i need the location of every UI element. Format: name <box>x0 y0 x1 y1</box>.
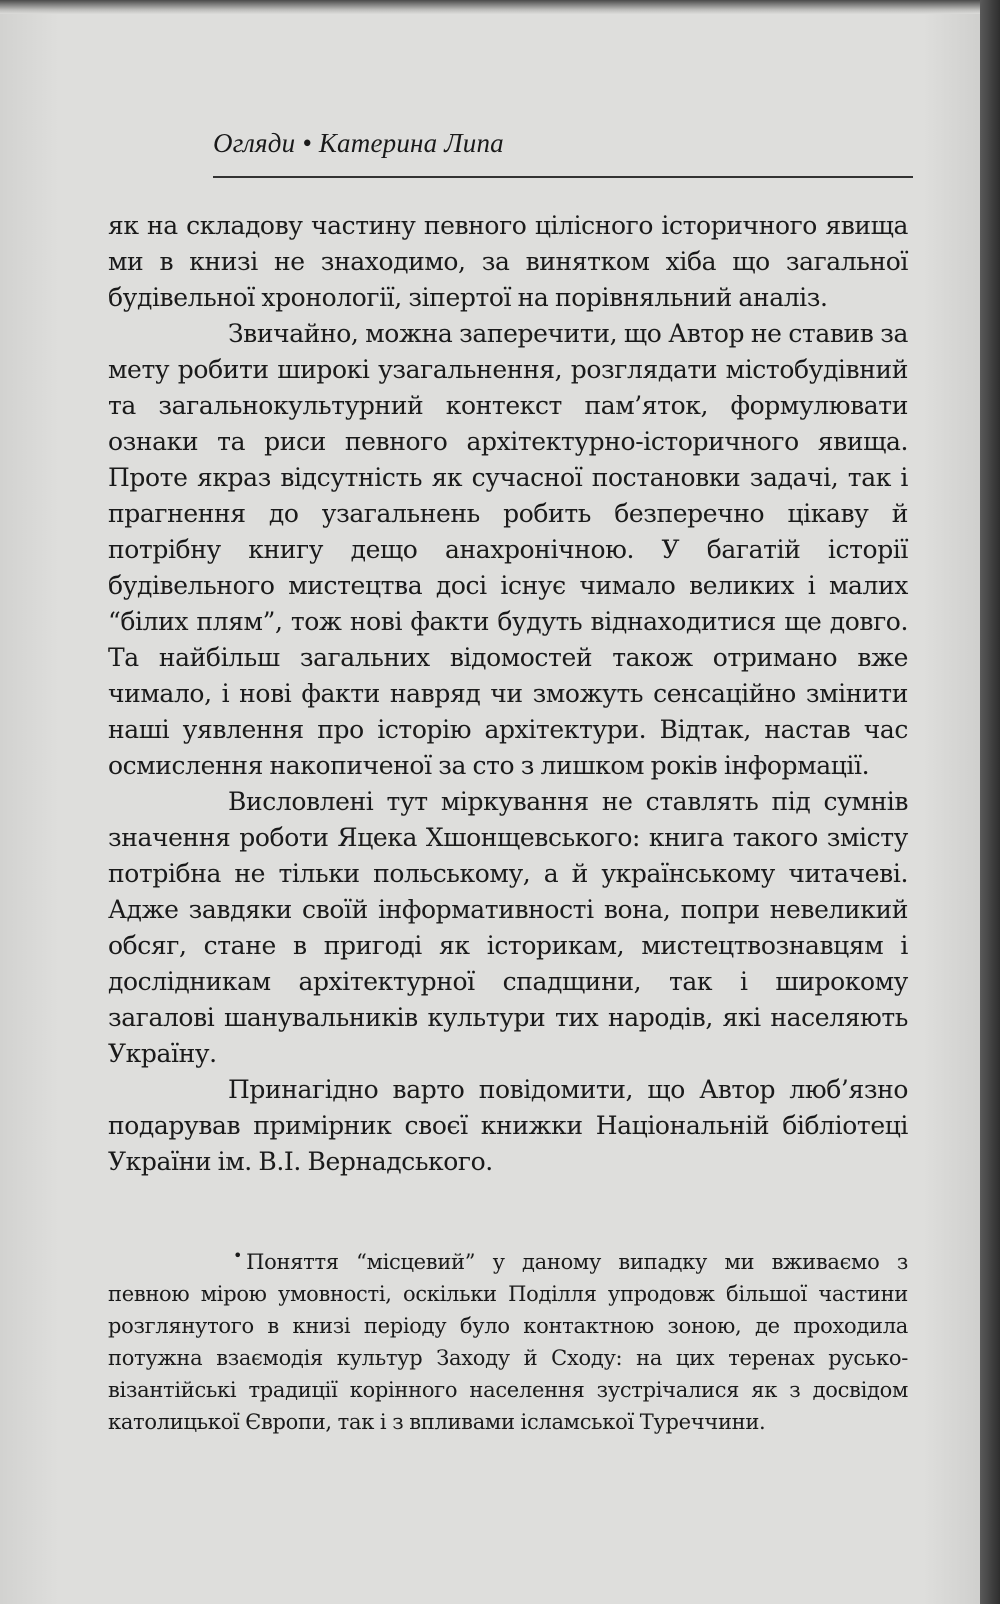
footnote-paragraph <box>108 1240 908 1438</box>
running-head-rule <box>213 176 913 178</box>
footnote-text: Поняття “місцевий” у даному випадку ми вживаємо з певною мірою умовності, оскільки Поділля упродовж більшої частини розглянутого в книзі періоду було контактною зоною, де проходила потужна взаємодія культур Заходу й Сходу: на цих теренах русько-візантійські традиції корінного населення зустрічалися як з досвідом католицької Європи, так і з впливами ісламської Туреччини. <box>108 1250 908 1434</box>
running-head: Огляди • Катерина Липа <box>213 128 504 158</box>
footnote <box>108 1240 908 1438</box>
paragraph-4: Принагідно варто повідомити, що Автор люб’язно подарував примірник своєї книжки Національній бібліотеці України ім. В.І. Вернадського. <box>108 1075 908 1176</box>
page-top-edge <box>0 0 982 14</box>
paragraph-3: Висловлені тут міркування не ставлять під сумнів значення роботи Яцека Хшонщевського: книга такого змісту потрібна не тільки польському, а й українському читачеві. Адже завдяки своїй інформативності вона, попри невеликий обсяг, стане в пригоді як історикам, мистецтвознавцям і дослідникам архітектурної спадщини, так і широкому загалові шанувальників культури тих народів, які населяють Україну. <box>108 787 908 1068</box>
body-text <box>108 208 908 1180</box>
page-edge-shadow <box>980 0 1000 1604</box>
paragraph-2: Звичайно, можна заперечити, що Автор не ставив за мету робити широкі узагальнення, розглядати містобудівний та загальнокультурний контекст пам’яток, формулювати ознаки та риси певного архітектурно-історичного явища. Проте якраз відсутність як сучасної постановки задачі, так і прагнення до узагальнень робить безперечно цікаву й потрібну книгу дещо анахронічною. У багатій історії будівельного мистецтва досі існує чимало великих і малих “білих плям”, тож нові факти будуть віднаходитися ще довго. Та найбільш загальних відомостей також отримано вже чимало, і нові факти навряд чи зможуть сенсаційно змінити наші уявлення про історію архітектури. Відтак, настав час осмислення накопиченої за сто з лишком років інформації. <box>108 319 908 780</box>
paragraph-1: як на складову частину певного цілісного історичного явища ми в книзі не знаходимо, за винятком хіба що загальної будівельної хронології, зіпертої на порівняльний аналіз. <box>108 211 908 312</box>
footnote-mark: • <box>233 1246 243 1265</box>
